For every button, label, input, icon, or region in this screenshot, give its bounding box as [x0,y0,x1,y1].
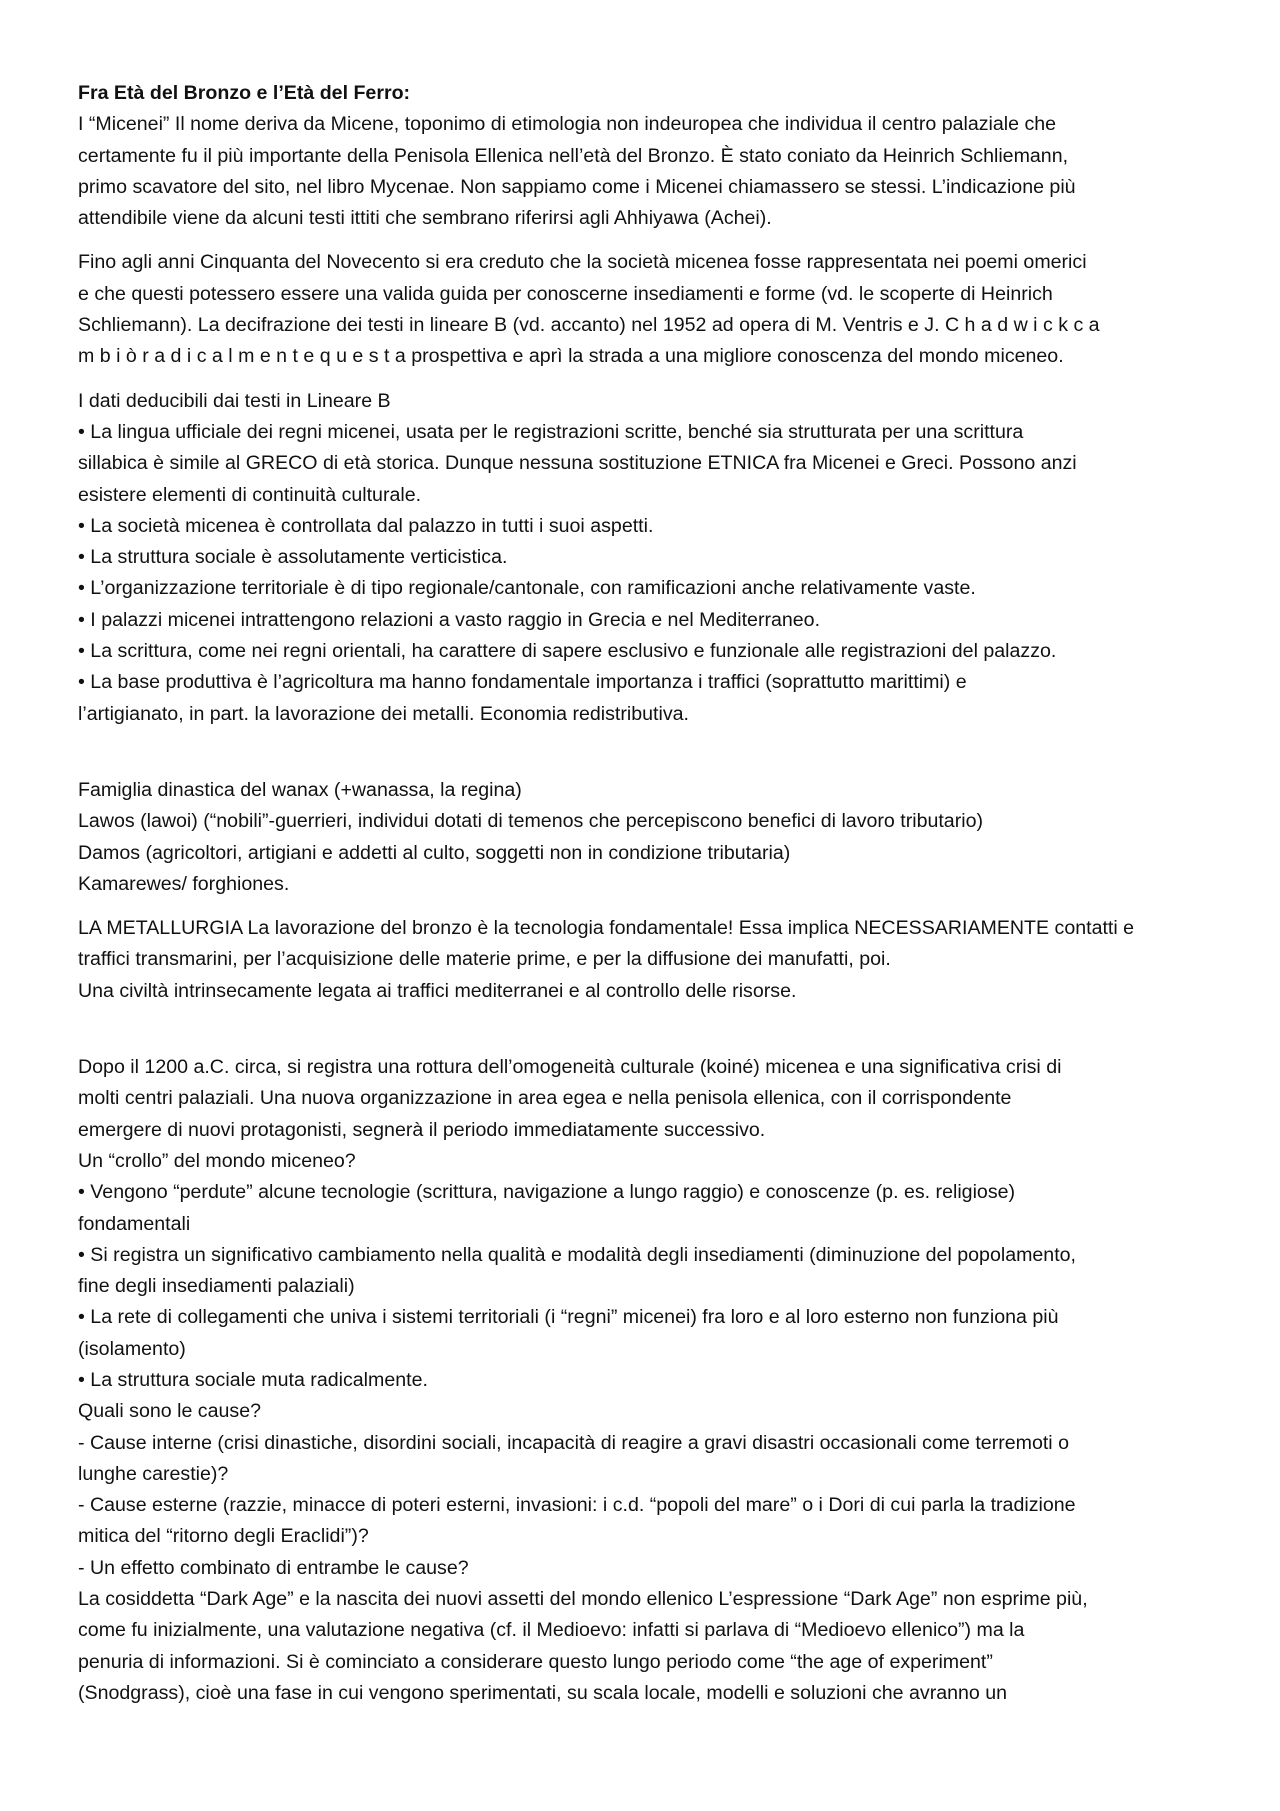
text-line: La cosiddetta “Dark Age” e la nascita dei nuovi assetti del mondo ellenico L’espressione “Dark Age” non esprime più, [78,1588,1088,1611]
text-line: • La base produttiva è l’agricoltura ma hanno fondamentale importanza i traffici (soprattutto marittimi) e [78,671,967,694]
text-line: penuria di informazioni. Si è cominciato a considerare questo lungo periodo come “the age of experiment” [78,1650,993,1673]
text-line: I dati deducibili dai testi in Lineare B [78,389,391,412]
text-line: certamente fu il più importante della Penisola Ellenica nell’età del Bronzo. È stato coniato da Heinrich Schliemann, [78,144,1069,167]
text-line: • La lingua ufficiale dei regni micenei, usata per le registrazioni scritte, benché sia strutturata per una scrittura [78,420,1024,443]
text-line: traffici transmarini, per l’acquisizione delle materie prime, e per la diffusione dei manufatti, poi. [78,948,891,971]
text-line: • L’organizzazione territoriale è di tipo regionale/cantonale, con ramificazioni anche relativamente vaste. [78,577,976,600]
paragraph [78,386,1218,730]
text-line: lunghe carestie)? [78,1462,229,1485]
text-line: • La società micenea è controllata dal palazzo in tutti i suoi aspetti. [78,514,654,537]
text-line: e che questi potessero essere una valida guida per conoscerne insediamenti e forme (vd. le scoperte di Heinrich [78,282,1053,305]
text-line: - Un effetto combinato di entrambe le cause? [78,1556,469,1579]
paragraph [78,78,1218,234]
text-line: • La struttura sociale è assolutamente verticistica. [78,546,508,569]
text-line: (isolamento) [78,1337,186,1360]
paragraph-spacer [78,373,1218,386]
document-heading: Fra Età del Bronzo e l’Età del Ferro: [78,82,411,104]
text-line: sillabica è simile al GRECO di età storica. Dunque nessuna sostituzione ETNICA fra Micenei e Greci. Possono anzi [78,452,1077,475]
text-line: - Cause interne (crisi dinastiche, disordini sociali, incapacità di reagire a gravi disastri occasionali come terremoti o [78,1431,1070,1454]
paragraph-spacer [78,730,1218,775]
text-line: Famiglia dinastica del wanax (+wanassa, la regina) [78,778,522,801]
text-line: esistere elementi di continuità culturale. [78,483,422,506]
text-line: Un “crollo” del mondo miceneo? [78,1149,356,1172]
text-line: • I palazzi micenei intrattengono relazioni a vasto raggio in Grecia e nel Mediterraneo. [78,608,821,631]
text-line: primo scavatore del sito, nel libro Mycenae. Non sappiamo come i Micenei chiamassero se stessi. L’indicazione più [78,175,1076,198]
paragraph [78,775,1218,900]
paragraph [78,1052,1218,1709]
paragraph-spacer [78,1007,1218,1052]
text-line: emergere di nuovi protagonisti, segnerà il periodo immediatamente successivo. [78,1118,766,1141]
text-line: • La struttura sociale muta radicalmente. [78,1368,428,1391]
text-line: fondamentali [78,1212,191,1235]
text-line: l’artigianato, in part. la lavorazione dei metalli. Economia redistributiva. [78,702,689,725]
text-line: - Cause esterne (razzie, minacce di poteri esterni, invasioni: i c.d. “popoli del mare” o i Dori di cui parla la tradizione [78,1494,1076,1517]
text-line: come fu inizialmente, una valutazione negativa (cf. il Medioevo: infatti si parlava di “Medioevo ellenico”) ma la [78,1619,1025,1642]
text-line: Quali sono le cause? [78,1400,261,1423]
text-line: • Si registra un significativo cambiamento nella qualità e modalità degli insediamenti (diminuzione del popolamento, [78,1243,1076,1266]
text-line: Damos (agricoltori, artigiani e addetti al culto, soggetti non in condizione tributaria) [78,841,791,864]
text-line: Dopo il 1200 a.C. circa, si registra una rottura dell’omogeneità culturale (koiné) micenea e una significativa crisi di [78,1056,1062,1079]
text-line: Schliemann). La decifrazione dei testi in lineare B (vd. accanto) nel 1952 ad opera di M. Ventris e J. C h a d w i c k c a [78,314,1100,337]
text-line: I “Micenei” Il nome deriva da Micene, toponimo di etimologia non indeuropea che individua il centro palaziale che [78,113,1057,136]
text-line: fine degli insediamenti palaziali) [78,1275,355,1298]
text-line: Fino agli anni Cinquanta del Novecento si era creduto che la società micenea fosse rappresentata nei poemi omerici [78,251,1087,274]
text-line: mitica del “ritorno degli Eraclidi”)? [78,1525,369,1548]
text-line: Kamarewes/ forghiones. [78,872,290,895]
text-line: • La rete di collegamenti che univa i sistemi territoriali (i “regni” micenei) fra loro e al loro esterno non funziona più [78,1306,1059,1329]
text-line: • La scrittura, come nei regni orientali, ha carattere di sapere esclusivo e funzionale alle registrazioni del palazzo. [78,640,1057,663]
text-line: LA METALLURGIA La lavorazione del bronzo è la tecnologia fondamentale! Essa implica NECESSARIAMENTE contatti e [78,917,1135,940]
paragraph [78,247,1218,372]
paragraph-spacer [78,234,1218,247]
text-line: m b i ò r a d i c a l m e n t e q u e s t a prospettiva e aprì la strada a una migliore conoscenza del mondo miceneo. [78,345,1064,368]
text-line: molti centri palaziali. Una nuova organizzazione in area egea e nella penisola ellenica, con il corrispondente [78,1087,1012,1110]
text-line: Lawos (lawoi) (“nobili”-guerrieri, individui dotati di temenos che percepiscono benefici di lavoro tributario) [78,810,984,833]
text-line: • Vengono “perdute” alcune tecnologie (scrittura, navigazione a lungo raggio) e conoscenze (p. es. religiose) [78,1181,1016,1204]
text-line: (Snodgrass), cioè una fase in cui vengono sperimentati, su scala locale, modelli e soluzioni che avranno un [78,1681,1008,1704]
paragraph [78,913,1218,1007]
paragraph-spacer [78,900,1218,913]
text-line: attendibile viene da alcuni testi ittiti che sembrano riferirsi agli Ahhiyawa (Achei). [78,207,772,230]
text-line: Una civiltà intrinsecamente legata ai traffici mediterranei e al controllo delle risorse. [78,979,797,1002]
document-page [78,78,1218,1709]
